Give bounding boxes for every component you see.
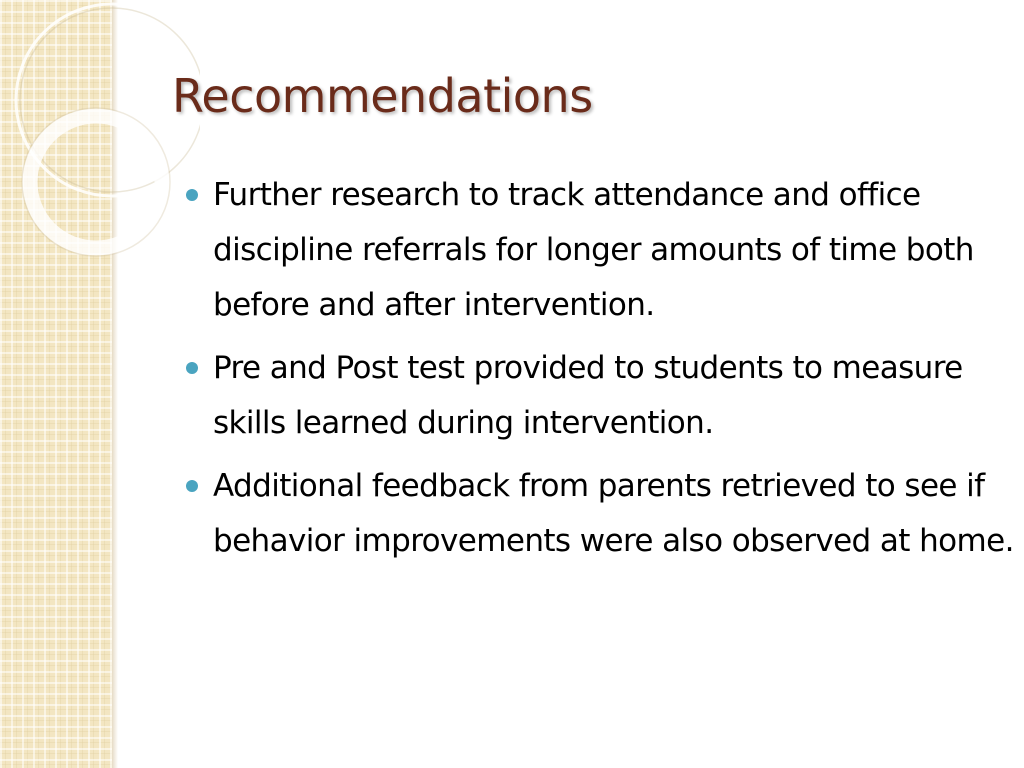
decorative-circles-icon xyxy=(0,0,200,280)
bullet-text: Pre and Post test provided to students to measure skills learned during intervention. xyxy=(213,350,963,441)
bullet-text: Additional feedback from parents retrieved to see if behavior improvements were also observed at home. xyxy=(213,468,1014,559)
round-bullet-icon xyxy=(186,189,198,201)
round-bullet-icon xyxy=(186,362,198,374)
bullet-list xyxy=(186,168,1016,577)
round-bullet-icon xyxy=(186,480,198,492)
bullet-text: Further research to track attendance and office discipline referrals for longer amounts of time both before and after intervention. xyxy=(213,177,974,323)
bullet-item xyxy=(186,168,1016,333)
bullet-item xyxy=(186,341,1016,451)
slide-title: Recommendations xyxy=(172,69,593,123)
bullet-item xyxy=(186,459,1016,569)
